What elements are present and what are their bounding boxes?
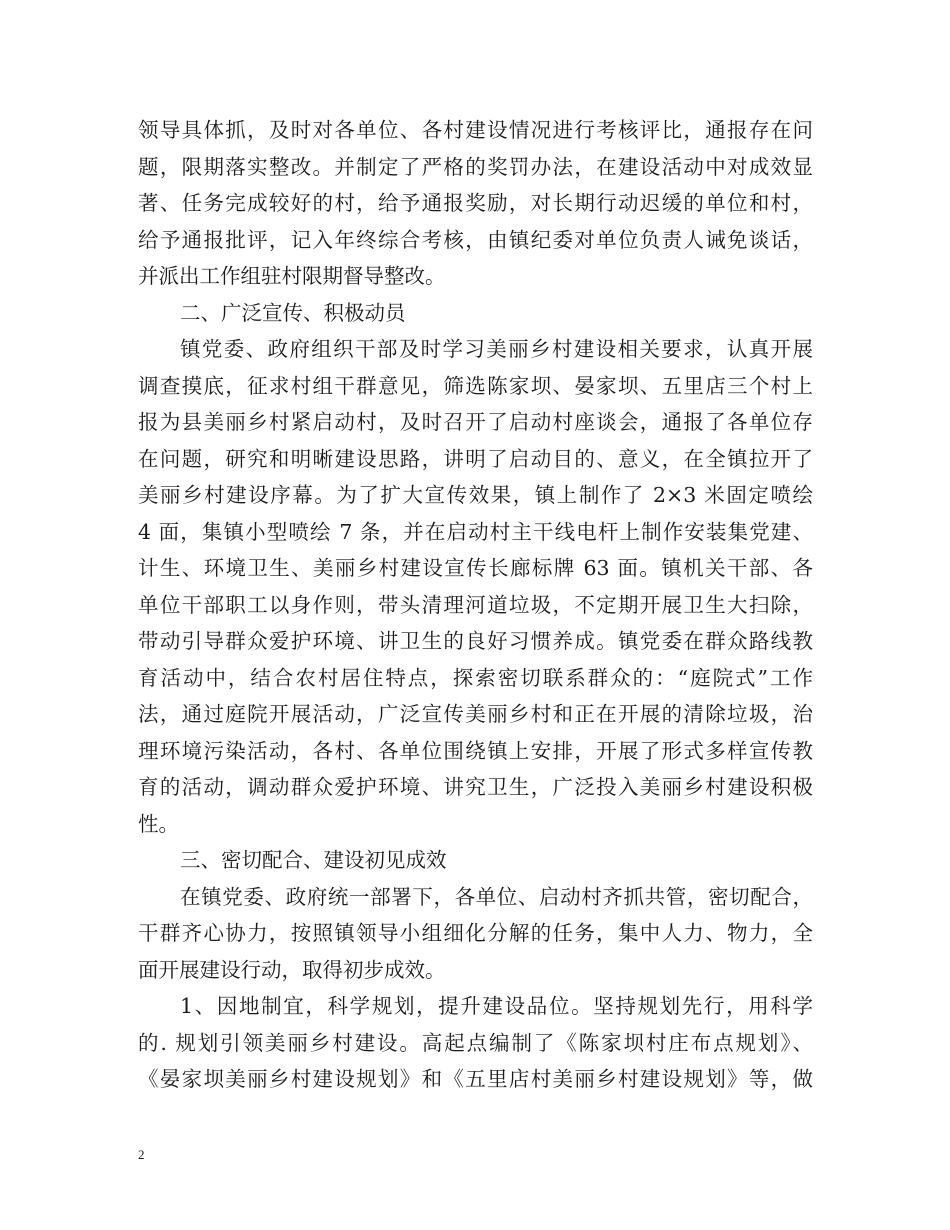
section-heading-3: 三、密切配合、建设初见成效 (180, 848, 447, 872)
text-line-10: 在问题，研究和明晰建设思路，讲明了启动目的、意义，在全镇拉开了 (138, 446, 813, 471)
section-heading-2: 二、广泛宣传、积极动员 (180, 300, 406, 325)
text-line-18: 理环境污染活动，各村、各单位围绕镇上安排，开展了形式多样宣传教 (138, 738, 813, 763)
text-line-5: 并派出工作组驻村限期督导整改。 (138, 264, 446, 288)
text-line-24: 面开展建设行动，取得初步成效。 (138, 957, 446, 982)
document-body (138, 112, 813, 1098)
page-number: 2 (138, 1147, 145, 1162)
text-line-19: 育的活动，调动群众爱护环境、讲究卫生，广泛投入美丽乡村建设积极 (138, 775, 813, 799)
text-line-22: 在镇党委、政府统一部署下，各单位、启动村齐抓共管，密切配合， (180, 884, 813, 909)
text-line-12: 4 面，集镇小型喷绘 7 条，并在启动村主干线电杆上制作安装集党建、 (138, 519, 813, 544)
text-line-11: 美丽乡村建设序幕。为了扩大宣传效果，镇上制作了 2×3 米固定喷绘 (138, 483, 813, 507)
text-line-3: 著、任务完成较好的村，给予通报奖励，对长期行动迟缓的单位和村， (138, 191, 813, 215)
text-line-16: 育活动中，结合农村居住特点，探索密切联系群众的：“庭院式”工作 (138, 665, 813, 690)
text-line-15: 带动引导群众爱护环境、讲卫生的良好习惯养成。镇党委在群众路线教 (138, 629, 813, 653)
text-line-9: 报为县美丽乡村紧启动村，及时召开了启动村座谈会，通报了各单位存 (138, 410, 813, 434)
text-line-8: 调查摸底，征求村组干群意见，筛选陈家坝、晏家坝、五里店三个村上 (138, 373, 813, 398)
text-line-14: 单位干部职工以身作则，带头清理河道垃圾，不定期开展卫生大扫除， (138, 592, 813, 617)
text-line-17: 法，通过庭院开展活动，广泛宣传美丽乡村和正在开展的清除垃圾，治 (138, 702, 813, 726)
text-line-25: 1、因地制宜，科学规划，提升建设品位。坚持规划先行，用科学 (180, 994, 813, 1018)
text-line-7: 镇党委、政府组织干部及时学习美丽乡村建设相关要求，认真开展 (180, 337, 813, 361)
text-line-4: 给予通报批评，记入年终综合考核，由镇纪委对单位负责人诫免谈话， (138, 227, 813, 252)
text-line-13: 计生、环境卫生、美丽乡村建设宣传长廊标牌 63 面。镇机关干部、各 (138, 556, 813, 580)
text-line-1: 领导具体抓，及时对各单位、各村建设情况进行考核评比，通报存在问 (138, 118, 813, 142)
text-line-27: 《晏家坝美丽乡村建设规划》和《五里店村美丽乡村建设规划》等，做 (138, 1067, 813, 1091)
text-line-20: 性。 (138, 811, 179, 836)
text-line-26: 的. 规划引领美丽乡村建设。高起点编制了《陈家坝村庄布点规划》、 (138, 1030, 813, 1055)
text-line-2: 题，限期落实整改。并制定了严格的奖罚办法，在建设活动中对成效显 (138, 154, 813, 179)
text-line-23: 干群齐心协力，按照镇领导小组细化分解的任务，集中人力、物力，全 (138, 921, 813, 945)
